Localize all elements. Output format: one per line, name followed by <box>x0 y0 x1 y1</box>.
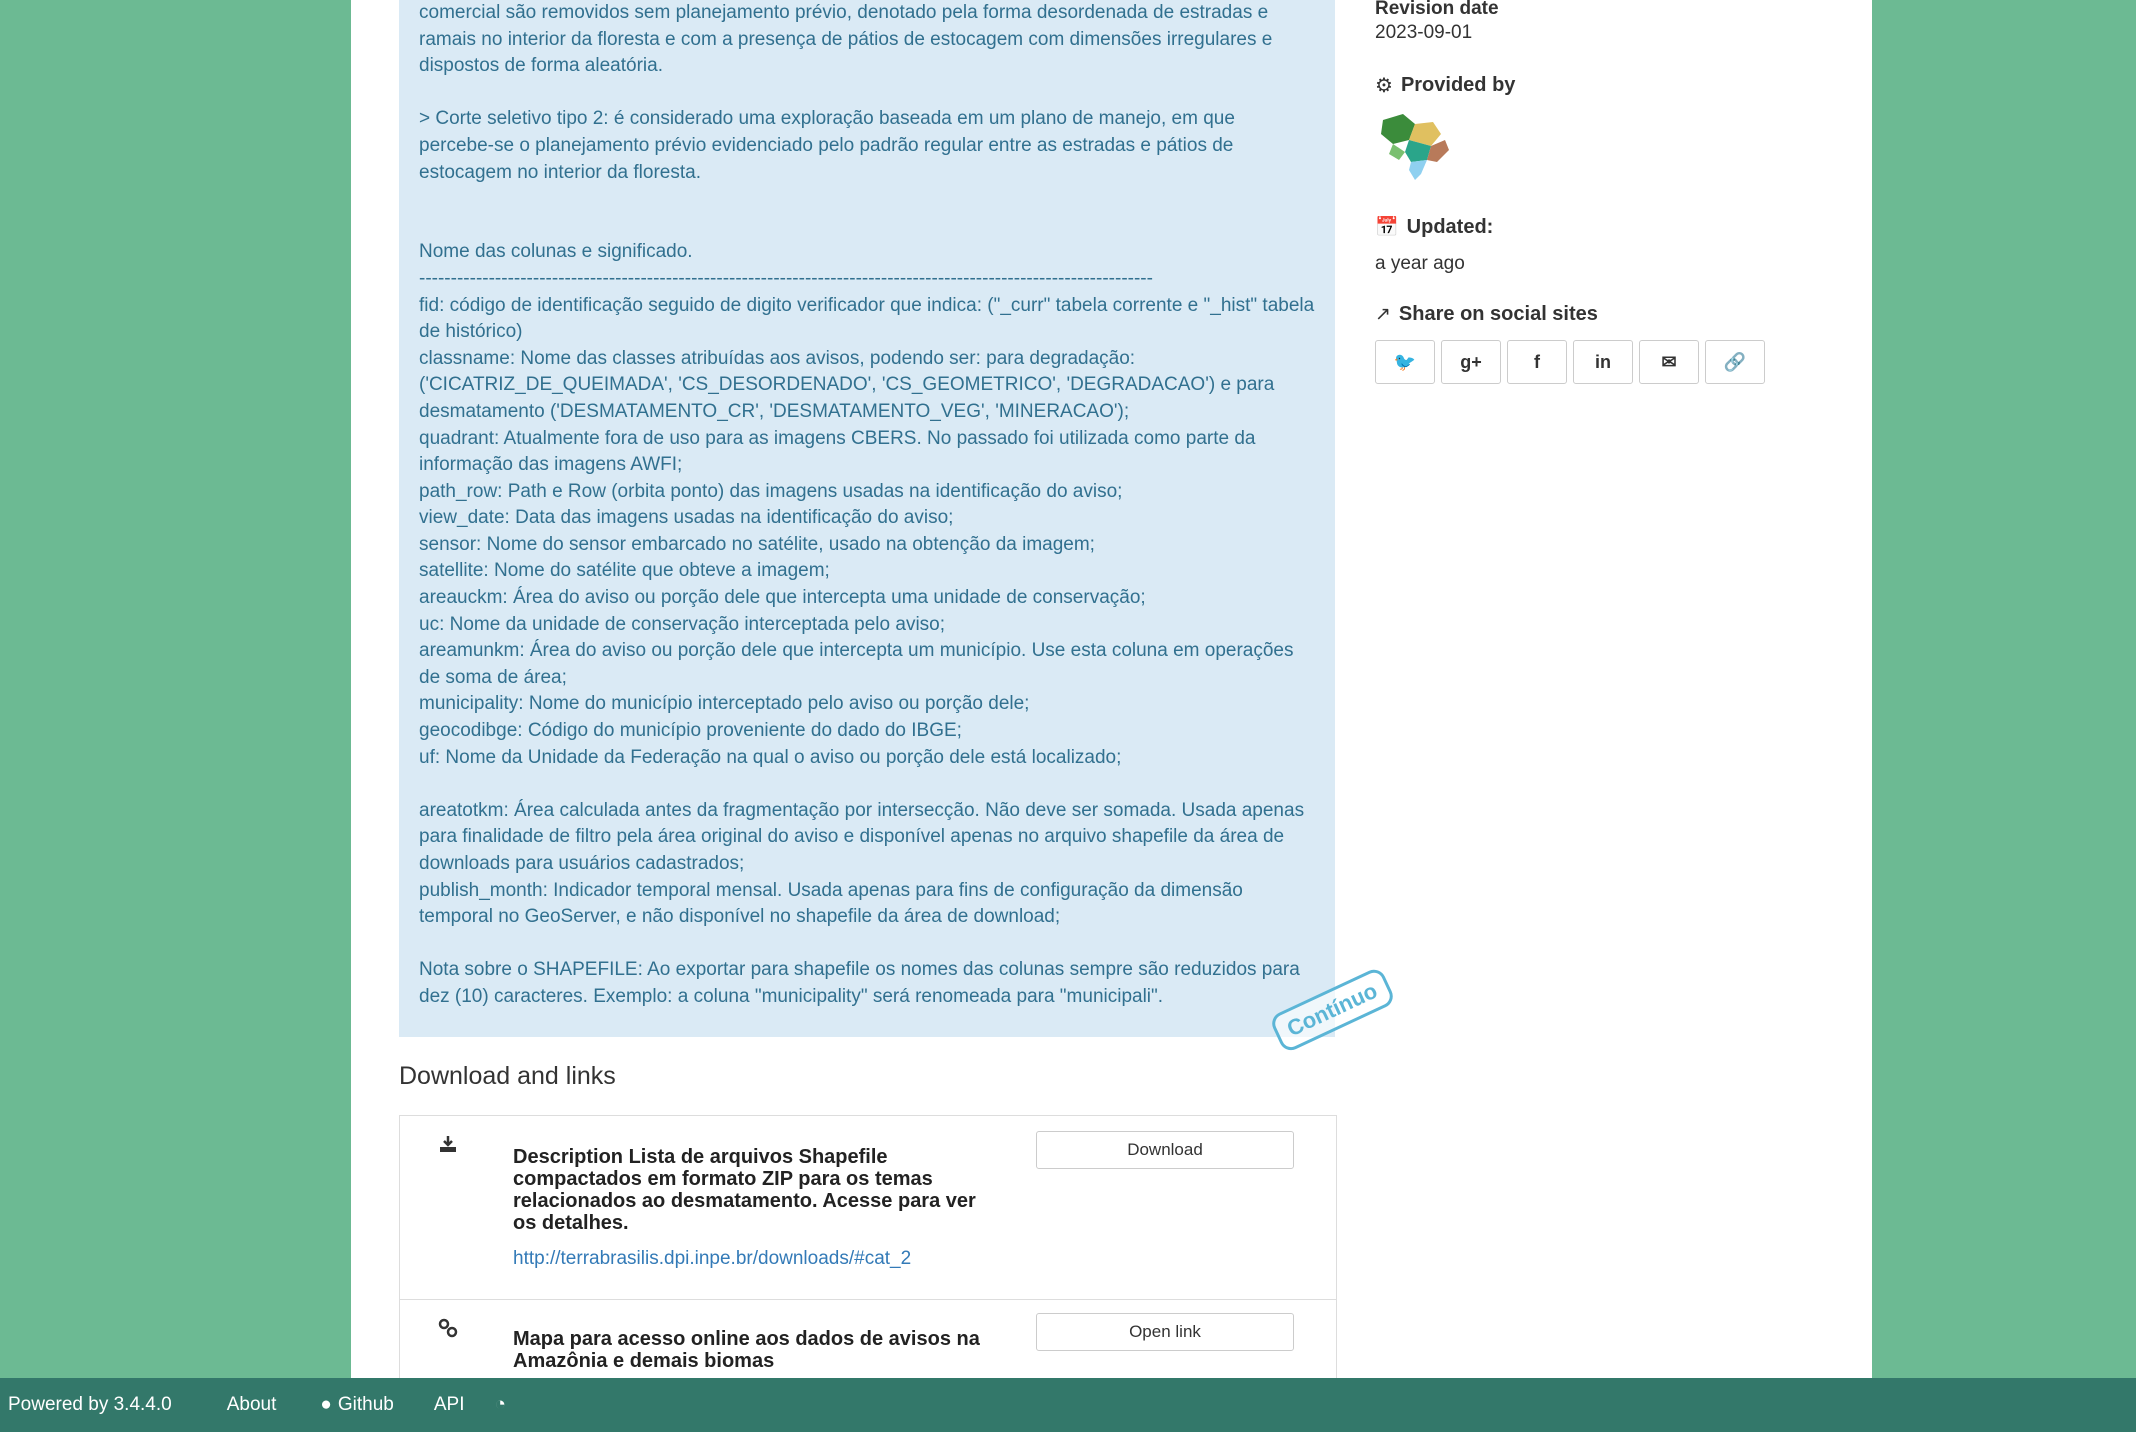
notes-paragraph: > Corte seletivo tipo 2: é considerado uma exploração baseada em um plano de manejo, em que percebe-se o planejamento prévio evidenciado pelo padrão regular entre as estradas e pátios de estocagem no interior da floresta. <box>419 108 1241 183</box>
download-button[interactable]: Download <box>1036 1131 1294 1169</box>
column-desc: areauckm: Área do aviso ou porção dele que intercepta uma unidade de conservação; <box>419 587 1146 609</box>
revision-date-label: Revision date <box>1375 0 1499 19</box>
resource-title: Mapa para acesso online aos dados de avisos na Amazônia e demais biomas <box>513 1328 980 1372</box>
continuous-stamp: Contínuo <box>1268 966 1396 1054</box>
share-label: Share on social sites <box>1398 303 1598 325</box>
revision-date-value: 2023-09-01 <box>1375 22 1473 43</box>
resource-title: Description Lista de arquivos Shapefile compactados em formato ZIP para os temas relacionados ao desmatamento. Acesse para ver os detalhes. <box>513 1146 976 1234</box>
gear-icon: ⚙ <box>1375 75 1393 97</box>
notes-paragraph: comercial são removidos sem planejamento prévio, denotado pela forma desordenada de estradas e ramais no interior da floresta e com a presença de pátios de estocagem com dimensões irregulares e dispostos de forma aleatória. <box>419 2 1278 77</box>
resource-item <box>400 1116 1336 1300</box>
share-buttons <box>1375 340 1765 384</box>
column-desc: fid: código de identificação seguido de digito verificador que indica: ("_curr" tabela corrente e "_hist" tabela de histórico) <box>419 294 1320 343</box>
rss-icon[interactable]: ◔ <box>494 1394 506 1415</box>
footer-about-link[interactable]: About <box>226 1394 277 1415</box>
resource-url-link[interactable]: http://terrabrasilis.dpi.inpe.br/downloads/#cat_2 <box>513 1248 912 1269</box>
publish-month-desc: publish_month: Indicador temporal mensal. Usada apenas para fins de configuração da dimensão temporal no GeoServer, e não disponível no shapefile da área de download; <box>419 879 1249 928</box>
twitter-icon[interactable]: 🐦 <box>1375 340 1435 384</box>
email-icon[interactable]: ✉ <box>1639 340 1699 384</box>
share-heading <box>1375 303 1598 326</box>
updated-value: a year ago <box>1375 253 1465 274</box>
page-content <box>351 0 1872 1378</box>
updated-label: Updated: <box>1406 215 1494 238</box>
column-desc: geocodibge: Código do município proveniente do dado do IBGE; <box>419 720 962 742</box>
updated-heading <box>1375 215 1493 239</box>
column-desc: areamunkm: Área do aviso ou porção dele que intercepta um município. Use esta coluna em operações de soma de área; <box>419 640 1299 688</box>
column-desc: uf: Nome da Unidade da Federação na qual o aviso ou porção dele está localizado; <box>419 746 1122 768</box>
column-desc: path_row: Path e Row (orbita ponto) das imagens usadas na identificação do aviso; <box>419 480 1123 502</box>
google-plus-icon[interactable]: g+ <box>1441 340 1501 384</box>
column-desc: classname: Nome das classes atribuídas aos avisos, podendo ser: para degradação: ('CICATRIZ_DE_QUEIMADA', 'CS_DESORDENADO', 'CS_GEOMETRICO', 'DEGRADACAO') e para desmatamento ('DESMATAMENTO_CR', 'DESMATAMENTO_VEG', 'MINERACAO'); <box>419 347 1280 422</box>
calendar-icon: 📅 <box>1375 217 1399 238</box>
open-link-button[interactable]: Open link <box>1036 1313 1294 1351</box>
shapefile-note: Nota sobre o SHAPEFILE: Ao exportar para shapefile os nomes das colunas sempre são reduzidos para dez (10) caracteres. Exemplo: a coluna "municipality" será renomeada para "municipali". <box>419 959 1306 1007</box>
powered-by-text: Powered by 3.4.4.0 <box>8 1394 172 1415</box>
link-icon[interactable]: 🔗 <box>1705 340 1765 384</box>
linkedin-icon[interactable]: in <box>1573 340 1633 384</box>
column-desc: sensor: Nome do sensor embarcado no satélite, usado na obtenção da imagem; <box>419 533 1095 555</box>
provider-logo[interactable] <box>1375 110 1453 187</box>
footer-api-link[interactable]: API <box>433 1394 465 1415</box>
footer-github-link[interactable] <box>320 1394 393 1416</box>
download-icon <box>438 1134 458 1159</box>
column-desc: quadrant: Atualmente fora de uso para as imagens CBERS. No passado foi utilizada como parte da informação das imagens AWFI; <box>419 427 1261 476</box>
column-desc: view_date: Data das imagens usadas na identificação do aviso; <box>419 507 954 529</box>
dashes-divider: -------------------------------------------------------------------------------------------------------------------- <box>419 267 1153 289</box>
dataset-notes-panel <box>399 0 1335 1037</box>
facebook-icon[interactable]: f <box>1507 340 1567 384</box>
share-icon: ↗ <box>1375 304 1391 325</box>
resource-list <box>399 1115 1337 1379</box>
column-desc: municipality: Nome do município interceptado pelo aviso ou porção dele; <box>419 693 1030 715</box>
link-icon <box>438 1318 458 1343</box>
resource-item <box>400 1300 1336 1379</box>
columns-title: Nome das colunas e significado. <box>419 241 693 263</box>
downloads-heading: Download and links <box>399 1062 616 1090</box>
areatotkm-desc: areatotkm: Área calculada antes da fragmentação por intersecção. Não deve ser somada. Usada apenas para finalidade de filtro pela área original do aviso e disponível apenas no arquivo shapefile da área de downloads para usuários cadastrados; <box>419 799 1310 874</box>
provided-by-heading <box>1375 73 1515 98</box>
github-icon: ● <box>320 1394 332 1415</box>
column-desc: uc: Nome da unidade de conservação interceptada pelo aviso; <box>419 613 946 635</box>
footer-github-label: Github <box>337 1394 394 1415</box>
column-desc: satellite: Nome do satélite que obteve a imagem; <box>419 560 830 582</box>
footer-bar <box>0 1378 2136 1432</box>
provided-by-label: Provided by <box>1400 74 1516 96</box>
